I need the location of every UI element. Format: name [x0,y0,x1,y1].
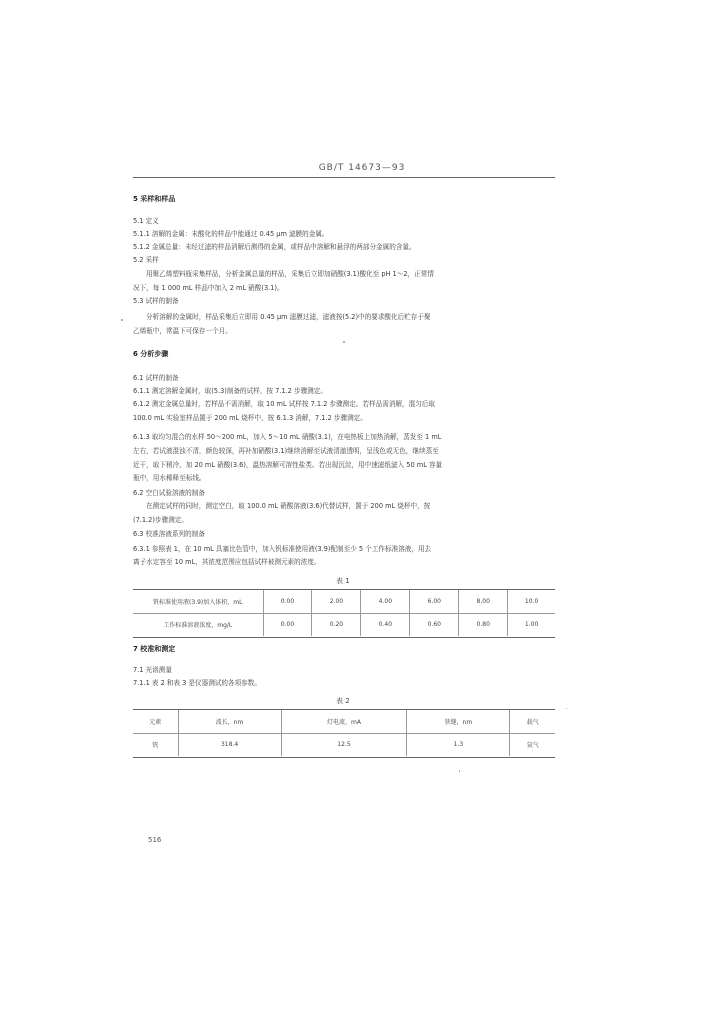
table1-bottom-rule [133,637,555,638]
table2-caption: 表 2 [336,697,350,705]
text-line: (7.1.2)步骤测定。 [133,516,188,524]
table-cell: 1.3 [407,733,510,756]
table-1 [133,590,555,636]
text-line: 100.0 mL 实验室样品置于 200 mL 烧杯中，按 6.1.3 消解，7.1.2 步骤测定。 [133,414,367,422]
table-cell: 钒 [133,733,178,756]
section-heading: 5 采样和样品 [133,195,176,203]
section-heading: 7 校准和测定 [133,645,176,653]
text-line: 7.1 光谱测量 [133,666,172,674]
text-line: 用聚乙烯塑料瓶采集样品，分析金属总量的样品，采集后立即加硝酸(3.1)酸化至 pH 1～2，正常情 [146,270,434,278]
table-cell: 0.80 [459,613,508,636]
text-line: 瓶中，用水稀释至标线。 [133,474,206,482]
table-cell: 0.20 [312,613,361,636]
table-cell: 12.5 [281,733,407,756]
text-line: 5.2 采样 [133,256,159,264]
text-line: 况下，每 1 000 mL 样品中加入 2 mL 硝酸(3.1)。 [133,284,284,292]
table-cell: 氩气 [510,733,555,756]
table-cell: 1.00 [508,613,555,636]
text-line: 6.1.1 测定溶解金属时，取(5.3)制备的试样，按 7.1.2 步骤测定。 [133,387,327,395]
text-line: 6.2 空白试验溶液的制备 [133,489,205,497]
table-row [133,590,555,613]
text-line: 5.1.1 溶解的金属：未酸化的样品中能通过 0.45 μm 滤膜的金属。 [133,230,329,238]
table-cell: 6.00 [410,590,459,613]
table1-caption: 表 1 [336,577,350,585]
table-2 [133,710,555,756]
text-line: 6.1.2 测定金属总量时，若样品不需消解，取 10 mL 试样按 7.1.2 步骤测定。若样品需消解，混匀后取 [133,400,435,408]
text-line: 5.1.2 金属总量：未经过滤的样品消解后测得的金属，或样品中溶解和悬浮的两部分金属的含量。 [133,243,416,251]
standard-header: GB/T 14673—93 [318,163,406,173]
text-line: 在测定试样的同时，测定空白，取 100.0 mL 硝酸溶液(3.6)代替试样，置于 200 mL 烧杯中，按 [146,502,431,510]
scan-speck [459,770,460,772]
text-line: 5.3 试样的制备 [133,297,179,305]
table-cell: 0.60 [410,613,459,636]
section-heading: 6 分析步骤 [133,350,169,358]
text-line: 6.3 校准溶液系列的制备 [133,530,205,538]
table-cell: 318.4 [178,733,281,756]
row-label: 钒标准使用液(3.9)加入体积，mL [153,598,243,606]
text-line: 7.1.1 表 2 和表 3 是仪器测试的各项参数。 [133,679,261,687]
text-line: 近干，取下稍冷，加 20 mL 硝酸(3.6)，温热溶解可溶性盐类。若出现沉淀，用中速滤纸滤入 50 mL 容量 [133,461,443,469]
text-line: 6.1.3 取均匀混合的水样 50～200 mL，加入 5～10 mL 硝酸(3.1)，在电热板上加热消解，蒸发至 1 mL [133,433,442,441]
column-header: 载气 [510,710,555,733]
column-header: 灯电流，mA [281,710,407,733]
table-cell: 10.0 [508,590,555,613]
column-header: 波长，nm [178,710,281,733]
text-line: 分析溶解的金属时，样品采集后立即用 0.45 μm 滤膜过滤，滤液按(5.2)中的要求酸化后贮存于聚 [146,313,431,321]
text-line: 离子水定容至 10 mL，其浓度范围应包括试样被测元素的浓度。 [133,558,321,566]
column-header: 元素 [149,718,162,726]
scan-speck [343,341,345,343]
text-line: 5.1 定义 [133,217,159,225]
table-cell: 0.00 [263,590,312,613]
table-cell: 2.00 [312,590,361,613]
scan-speck [121,319,123,321]
table-row [133,613,555,636]
text-line: 6.3.1 参照表 1，在 10 mL 具塞比色管中，加入钒标准使用液(3.9)配制至少 5 个工作标准溶液，用去 [133,545,432,553]
table-cell: 0.00 [263,613,312,636]
text-line: 乙烯瓶中，常温下可保存一个月。 [133,327,232,335]
header-rule [133,177,555,178]
text-line: 左右，若试液混浊不清，颜色较深，再补加硝酸(3.1)继续消解至试液清澈透明，呈浅色或无色，继续蒸至 [133,447,439,455]
table-header-row [133,710,555,733]
table-cell: 8.00 [459,590,508,613]
table-cell: 0.40 [361,613,410,636]
table-cell: 4.00 [361,590,410,613]
table-row [133,733,555,756]
page-number: 516 [148,836,162,844]
row-label: 工作标准溶液浓度，mg/L [133,613,263,636]
text-line: 6.1 试样的制备 [133,374,179,382]
column-header: 狭缝，nm [407,710,510,733]
table2-bottom-rule [133,757,555,758]
scan-speck [566,708,567,709]
